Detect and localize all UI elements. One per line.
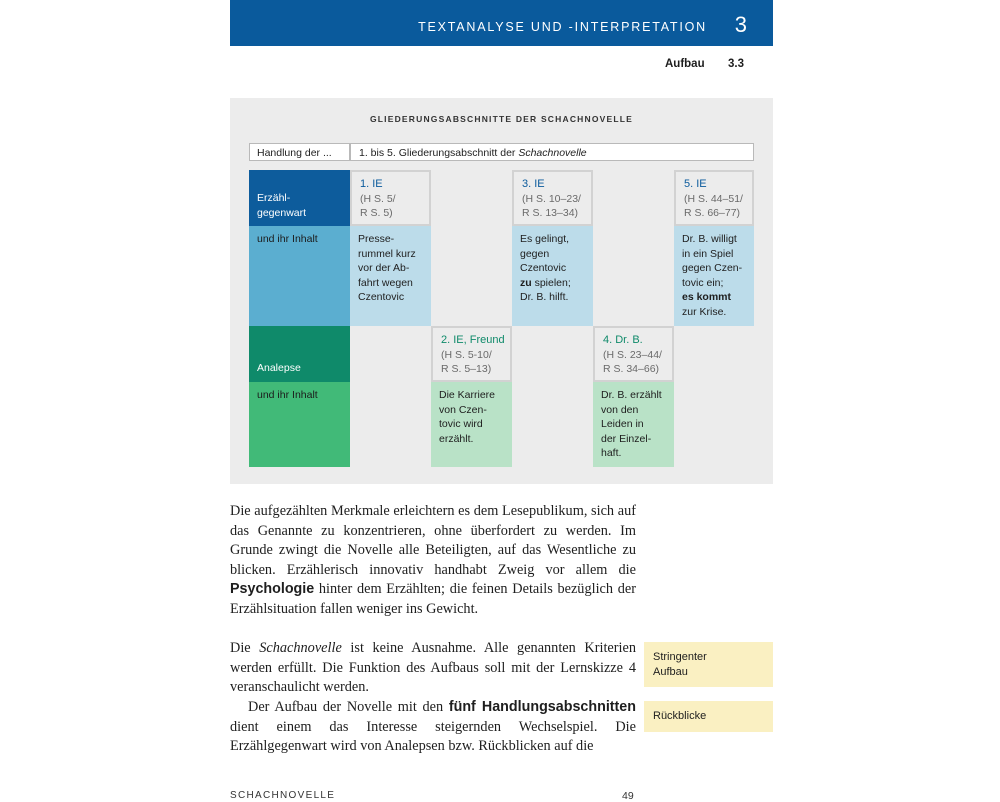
section-1-title: 1. IE — [360, 178, 383, 190]
paragraph-3-b: dient einem das Interesse steigernden Wechselspiel. Die Erzählgegenwart wird von Analepsen bzw. Rückblicken auf die — [230, 718, 636, 755]
row-label-analepsis: Analepse — [249, 326, 350, 382]
figure-header-right-text: 1. bis 5. Gliederungsabschnitt der — [359, 147, 519, 159]
section-5-content-bold: es kommt — [682, 291, 732, 304]
paragraph-1-b: hinter dem Erzählten; die feinen Details bezüglich der Erzählsituation fallen weniger ins Gewicht. — [230, 581, 636, 617]
figure-header-right — [350, 143, 754, 161]
paragraph-1 — [230, 502, 636, 620]
chapter-number: 3 — [734, 12, 747, 37]
section-4-title: 4. Dr. B. — [603, 334, 643, 346]
row-label-present-content: und ihr Inhalt — [249, 226, 350, 326]
section-3-content-a: Es gelingt, gegen Czentovic — [520, 233, 570, 275]
section-5-header — [674, 170, 754, 226]
paragraph-3 — [230, 698, 636, 757]
section-label: Aufbau — [665, 58, 705, 70]
section-3-header — [512, 170, 593, 226]
chapter-header-bar — [230, 0, 773, 46]
paragraph-2-b: ist keine Ausnahme. Alle genannten Kriterien werden erfüllt. Die Funktion des Aufbaus soll mit der Lernskizze 4 veranschaulicht werden. — [230, 640, 636, 696]
section-1-ref: (H S. 5/ R S. 5) — [360, 192, 396, 220]
section-5-ref: (H S. 44–51/ R S. 66–77) — [684, 192, 743, 220]
figure-title: GLIEDERUNGSABSCHNITTE DER SCHACHNOVELLE — [369, 114, 634, 124]
section-5-content-a: Dr. B. willigt in ein Spiel gegen Czen- tovic ein; — [682, 233, 743, 289]
row-label-present: Erzähl- gegenwart — [249, 170, 350, 226]
section-2-header — [431, 326, 512, 382]
section-5-content — [674, 226, 754, 326]
margin-note-rueckblicke: Rückblicke — [644, 701, 773, 732]
section-3-content-bold: zu — [520, 276, 532, 289]
section-4-ref: (H S. 23–44/ R S. 34–66) — [603, 348, 662, 376]
paragraph-1-bold: Psychologie — [230, 581, 315, 598]
section-3-ref: (H S. 10–23/ R S. 13–34) — [522, 192, 581, 220]
margin-note-stringent: Stringenter Aufbau — [644, 642, 773, 687]
chapter-title: TEXTANALYSE UND -INTERPRETATION — [418, 20, 707, 34]
section-2-content: Die Karriere von Czen- tovic wird erzählt. — [431, 382, 512, 467]
section-4-content: Dr. B. erzählt von den Leiden in der Einzel- haft. — [593, 382, 674, 467]
paragraph-2 — [230, 639, 636, 698]
section-3-content-b: spielen; Dr. B. hilft. — [520, 276, 571, 304]
section-number: 3.3 — [728, 58, 744, 70]
section-2-ref: (H S. 5-10/ R S. 5–13) — [441, 348, 492, 376]
paragraph-1-a: Die aufgezählten Merkmale erleichtern es dem Lesepublikum, sich auf das Genannte zu konzentrieren, ohne überfordert zu werden. Im Grunde zwingt die Novelle alle Beteiligten, auf das Wesentliche zu blicken. Erzählerisch innovativ handhabt Zweig vor allem die — [230, 503, 636, 578]
paragraph-2-italic: Schachnovelle — [259, 640, 342, 656]
section-3-content — [512, 226, 593, 326]
paragraph-2-a: Die — [230, 640, 260, 656]
figure-header-right-italic: Schachnovelle — [518, 147, 587, 159]
row-label-analepsis-content: und ihr Inhalt — [249, 382, 350, 467]
footer-title: SCHACHNOVELLE — [230, 790, 336, 801]
paragraph-3-a: Der Aufbau der Novelle mit den — [248, 699, 449, 715]
section-5-content-b: zur Krise. — [682, 305, 727, 318]
section-4-header — [593, 326, 674, 382]
section-1-header — [350, 170, 431, 226]
paragraph-3-bold: fünf Handlungsabschnitten — [448, 699, 636, 715]
section-2-title: 2. IE, Freund — [441, 334, 505, 346]
section-3-title: 3. IE — [522, 178, 545, 190]
section-5-title: 5. IE — [684, 178, 707, 190]
page-number: 49 — [622, 790, 634, 802]
section-1-content: Presse- rummel kurz vor der Ab- fahrt wegen Czentovic — [350, 226, 431, 326]
figure-header-left: Handlung der ... — [249, 143, 350, 161]
